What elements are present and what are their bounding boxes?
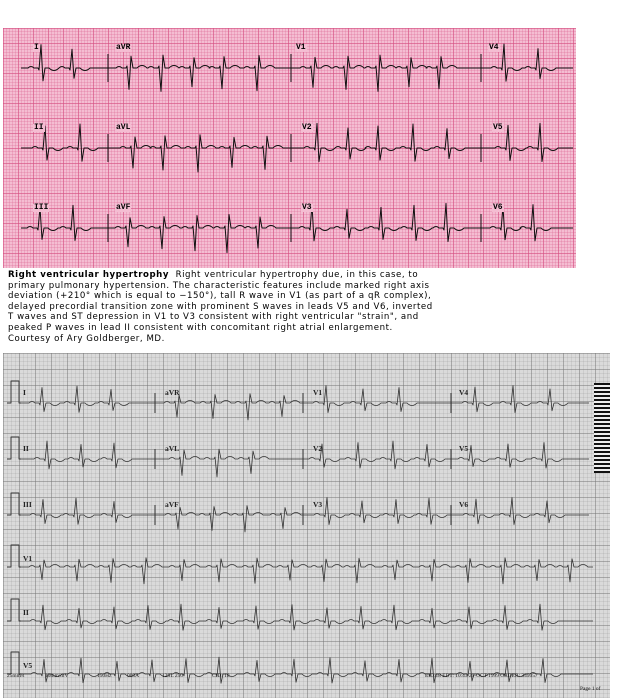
gray-lead-label-v6: V6 — [459, 500, 469, 509]
rhythm-trace-gray — [21, 558, 593, 584]
footer-page: Page 1 of — [580, 686, 601, 692]
gray-lead-label-avf: aVF — [165, 500, 179, 509]
ecg-trace-pink — [108, 214, 291, 252]
lead-label-i: I — [34, 43, 39, 52]
footer-filter: 150Hz — [97, 673, 112, 679]
ecg-trace-gray — [155, 394, 303, 420]
caption-title: Right ventricular hypertrophy — [8, 270, 169, 280]
lead-label-v5: V5 — [493, 123, 503, 132]
barcode — [594, 383, 610, 473]
ecg-trace-gray — [303, 386, 451, 413]
footer-speed: 25mm/s — [7, 673, 25, 679]
lead-label-v6: V6 — [493, 203, 503, 212]
calibration-pulse — [7, 652, 21, 674]
caption-text-3: delayed precordial transition zone with prominent S waves in leads V5 and V6, inverted — [8, 301, 433, 312]
gray-lead-label-i: I — [23, 388, 26, 397]
gray-lead-label-ii: II — [23, 444, 29, 453]
lead-label-v3: V3 — [302, 203, 312, 212]
gray-lead-label-v1: V1 — [313, 388, 323, 397]
ecg-trace-gray — [21, 441, 155, 469]
lead-label-v1: V1 — [296, 43, 306, 52]
figure-caption — [8, 270, 576, 344]
caption-text-1: primary pulmonary hypertension. The characteristic features include marked right axis — [8, 280, 430, 291]
ecg-trace-gray — [21, 498, 155, 524]
ecg-gray-waveforms — [3, 353, 610, 698]
calibration-pulse — [7, 545, 21, 567]
rhythm-lead-label-ii: II — [23, 608, 29, 617]
lead-label-v2: V2 — [302, 123, 312, 132]
rhythm-trace-gray — [21, 604, 593, 630]
lead-label-v4: V4 — [489, 43, 499, 52]
ecg-gray-tracing — [3, 353, 610, 698]
footer-gain: 10mm/mV — [45, 673, 69, 679]
gray-lead-label-v2: V2 — [313, 444, 323, 453]
footer-code2: 12SL 250 — [162, 673, 183, 679]
caption-line-1 — [8, 270, 576, 281]
ecg-pink-waveforms — [3, 28, 576, 268]
ecg-trace-pink — [291, 55, 481, 91]
gray-lead-label-v5: V5 — [459, 444, 469, 453]
ecg-trace-gray — [155, 506, 303, 532]
ecg-trace-gray — [303, 441, 451, 469]
ecg-trace-gray — [303, 498, 451, 525]
calibration-pulse — [7, 437, 21, 459]
ecg-trace-pink — [108, 135, 291, 172]
footer-eid: EID:18 EDT: 10:43 29-OCT-1999 ORDER: 345057 — [425, 673, 538, 679]
gray-lead-label-v3: V3 — [313, 500, 323, 509]
ecg-trace-gray — [155, 449, 303, 477]
ecg-trace-pink — [108, 55, 291, 91]
calibration-pulse — [7, 381, 21, 403]
ecg-footer — [5, 673, 608, 685]
ecg-pink-tracing — [3, 28, 576, 268]
footer-code1: 008A — [127, 673, 139, 679]
lead-label-iii: III — [34, 203, 49, 212]
gray-lead-label-iii: III — [23, 500, 32, 509]
rhythm-lead-label-v1: V1 — [23, 554, 33, 563]
calibration-pulse — [7, 599, 21, 621]
ecg-trace-pink — [291, 203, 481, 241]
lead-label-ii: II — [34, 123, 44, 132]
lead-label-avr: aVR — [116, 43, 131, 52]
caption-text-6: Courtesy of Ary Goldberger, MD. — [8, 333, 165, 344]
caption-text-5: peaked P waves in lead II consistent with concomitant right atrial enlargement. — [8, 322, 393, 333]
ecg-trace-gray — [451, 443, 589, 469]
caption-text-2: deviation (+210° which is equal to −150°), tall R wave in V1 (as part of a qR complex), — [8, 291, 432, 302]
gray-lead-label-avr: aVR — [165, 388, 180, 397]
ecg-trace-pink — [291, 123, 481, 161]
lead-label-avl: aVL — [116, 123, 131, 132]
lead-label-avf: aVF — [116, 203, 131, 212]
caption-text-0: Right ventricular hypertrophy due, in this case, to — [175, 270, 419, 280]
gray-lead-label-avl: aVL — [165, 444, 180, 453]
ecg-trace-gray — [451, 386, 589, 413]
caption-text-4: T waves and ST depression in V1 to V3 consistent with right ventricular "strain", and — [8, 312, 419, 323]
ecg-trace-gray — [451, 498, 589, 525]
calibration-pulse — [7, 493, 21, 515]
footer-cid: CID: 18 — [212, 673, 230, 679]
rhythm-lead-label-v5: V5 — [23, 661, 33, 670]
gray-lead-label-v4: V4 — [459, 388, 469, 397]
ecg-trace-gray — [21, 386, 155, 412]
